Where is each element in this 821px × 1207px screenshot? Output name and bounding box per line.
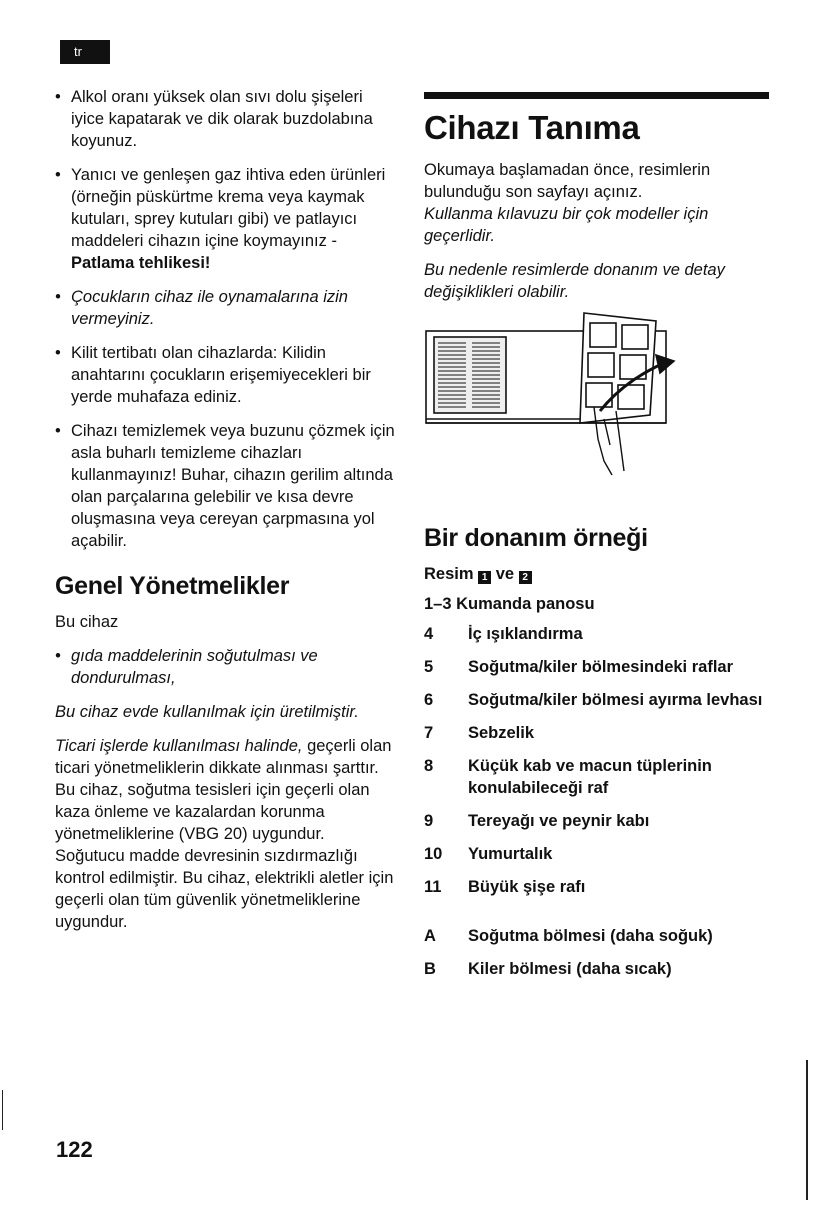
bullet-alcohol: • Alkol oranı yüksek olan sıvı dolu şişeleri iyice kapatarak ve dik olarak buzdolabına koyunuz. — [55, 86, 395, 152]
part-item-label: Büyük şişe rafı — [468, 878, 586, 896]
language-tab: tr — [60, 40, 110, 64]
part-item-number: 10 — [424, 845, 443, 863]
bullet-lock: • Kilit tertibatı olan cihazlarda: Kilidin anahtarını çocukların erişemiyecekleri bir yerde muhafaza ediniz. — [55, 342, 395, 408]
commercial-use-rest: geçerli olan ticari yönetmeliklerin dikkate alınması şarttır. Bu cihaz, soğutma tesisleri için geçerli olan kaza önleme ve kazalardan korunma yönetmeliklerine (VBG 20) uygundur. Soğutucu madde devresinin sızdırmazlığı kontrol edilmiştir. Bu cihaz, elektrikli aletler için geçerli olan tüm güvenlik yönetmeliklerine uygundur. — [55, 737, 394, 931]
intro-para-1-italic: Kullanma kılavuzu bir çok modeller için geçerlidir. — [424, 205, 709, 245]
control-panel-item: 1–3 Kumanda panosu — [424, 595, 595, 613]
compartment-item-label: Soğutma bölmesi (daha soğuk) — [468, 927, 713, 945]
bullet-children: • Çocukların cihaz ile oynamalarına izin vermeyiniz. — [55, 286, 395, 330]
bullet-usage: • gıda maddelerinin soğutulması ve dondurulması, — [55, 645, 395, 689]
part-item-label: Sebzelik — [468, 724, 535, 742]
figure-reference — [424, 563, 769, 585]
part-item — [424, 656, 769, 678]
right-column — [424, 92, 769, 991]
intro-para-1: Okumaya başlamadan önce, resimlerin bulunduğu son sayfayı açınız. — [424, 161, 711, 201]
part-item — [424, 722, 769, 744]
general-regulations-heading: Genel Yönetmelikler — [55, 572, 290, 600]
part-item-number: 6 — [424, 691, 434, 709]
safety-bullet-list — [55, 86, 395, 552]
compartment-item-label: Kiler bölmesi (daha sıcak) — [468, 960, 672, 978]
part-item-label: Soğutma/kiler bölmesi ayırma levhası — [468, 691, 763, 709]
part-item — [424, 689, 769, 711]
part-item-label: Küçük kab ve macun tüplerinin konulabileceği raf — [468, 757, 712, 797]
home-use-text: Bu cihaz evde kullanılmak için üretilmiştir. — [55, 703, 359, 721]
intro-text: Bu cihaz — [55, 613, 119, 631]
figure-ref-prefix: Resim — [424, 565, 474, 583]
bullet-steam: • Cihazı temizlemek veya buzunu çözmek için asla buharlı temizleme cihazları kullanmayınız! Buhar, cihazın gerilim altında olan parçalarına gelebilir ve kısa devre oluşmasına veya cereyan çarpmasına yol açabilir. — [55, 420, 395, 552]
part-item — [424, 876, 769, 898]
part-item-label: Yumurtalık — [468, 845, 553, 863]
spacer — [424, 909, 769, 925]
heading-rule — [424, 92, 769, 99]
bullet-flammable-text: Yanıcı ve genleşen gaz ihtiva eden ürünleri (örneğin püskürtme krema veya kaymak kutuları, sprey kutuları gibi) ve patlayıcı maddeleri cihazın içine koymayınız - — [71, 166, 386, 250]
commercial-use-text — [55, 735, 395, 933]
compartment-item — [424, 925, 769, 947]
part-item — [424, 843, 769, 865]
part-item-number: 11 — [424, 878, 442, 896]
part-item — [424, 755, 769, 799]
part-item-number: 8 — [424, 757, 434, 775]
open-booklet-illustration — [424, 311, 684, 501]
explosion-warning: Patlama tehlikesi! — [71, 254, 211, 272]
equipment-example-heading: Bir donanım örneği — [424, 524, 648, 552]
figure-2-box: 2 — [519, 571, 532, 584]
device-intro-heading: Cihazı Tanıma — [424, 109, 640, 146]
compartment-list — [424, 925, 769, 980]
figure-ref-mid: ve — [495, 565, 515, 583]
part-item-label: Tereyağı ve peynir kabı — [468, 812, 650, 830]
page-number: 122 — [56, 1137, 93, 1162]
part-item-number: 4 — [424, 625, 434, 643]
compartment-item-number: A — [424, 927, 436, 945]
part-item-number: 9 — [424, 812, 434, 830]
edge-mark-right — [806, 1060, 808, 1200]
part-item — [424, 623, 769, 645]
part-item — [424, 810, 769, 832]
part-item-label: İç ışıklandırma — [468, 625, 583, 643]
commercial-use-italic: Ticari işlerde kullanılması halinde, — [55, 737, 303, 755]
compartment-item — [424, 958, 769, 980]
edge-mark-left — [2, 1090, 3, 1130]
bullet-flammable — [55, 164, 395, 274]
usage-bullet-list — [55, 645, 395, 689]
part-item-label: Soğutma/kiler bölmesindeki raflar — [468, 658, 733, 676]
left-column — [55, 86, 395, 933]
intro-para-2: Bu nedenle resimlerde donanım ve detay değişiklikleri olabilir. — [424, 261, 725, 301]
parts-list — [424, 623, 769, 898]
compartment-item-number: B — [424, 960, 436, 978]
part-item-number: 5 — [424, 658, 434, 676]
part-item-number: 7 — [424, 724, 434, 742]
figure-1-box: 1 — [478, 571, 491, 584]
